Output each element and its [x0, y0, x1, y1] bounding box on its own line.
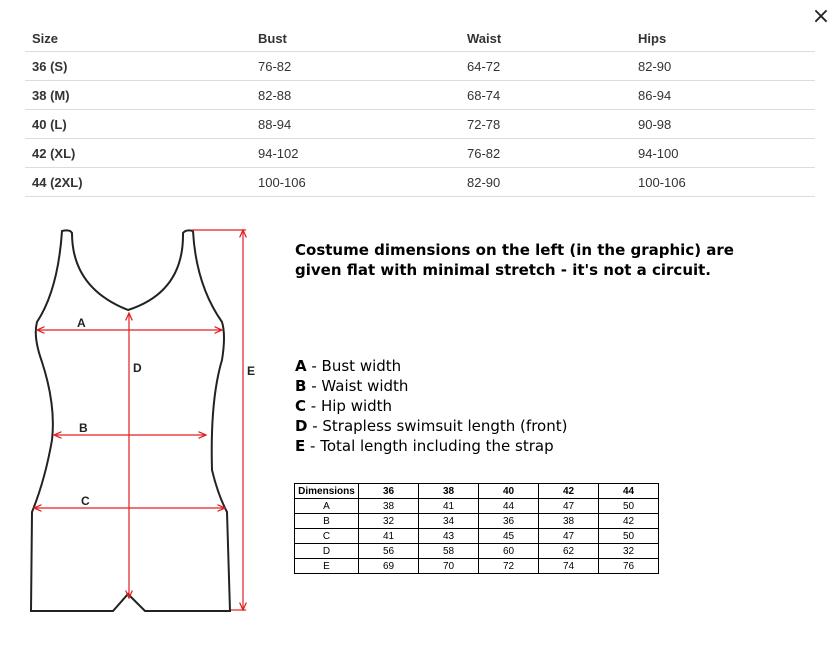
measurement-legend [295, 356, 725, 456]
header-hips: Hips [631, 23, 815, 52]
value-cell: 58 [419, 544, 479, 559]
diagram-label-a: A [77, 316, 86, 330]
bust-cell: 82-88 [251, 81, 460, 110]
row-label: B [295, 514, 359, 529]
value-cell: 42 [599, 514, 659, 529]
row-label: E [295, 559, 359, 574]
legend-text: - Bust width [306, 357, 402, 375]
size-header: 36 [359, 484, 419, 499]
legend-letter: A [295, 357, 307, 375]
size-header: 42 [539, 484, 599, 499]
waist-cell: 72-78 [460, 110, 631, 139]
value-cell: 45 [479, 529, 539, 544]
value-cell: 56 [359, 544, 419, 559]
table-row [295, 559, 659, 574]
legend-item [295, 436, 725, 456]
legend-item [295, 356, 725, 376]
value-cell: 47 [539, 499, 599, 514]
hips-cell: 94-100 [631, 139, 815, 168]
bust-cell: 94-102 [251, 139, 460, 168]
row-label: A [295, 499, 359, 514]
value-cell: 72 [479, 559, 539, 574]
size-cell: 38 (M) [25, 81, 251, 110]
row-label: D [295, 544, 359, 559]
value-cell: 70 [419, 559, 479, 574]
diagram-label-d: D [133, 361, 142, 375]
value-cell: 34 [419, 514, 479, 529]
close-icon[interactable]: × [811, 4, 831, 29]
value-cell: 38 [359, 499, 419, 514]
table-row [295, 499, 659, 514]
legend-letter: B [295, 377, 307, 395]
swimsuit-diagram [0, 0, 280, 665]
value-cell: 36 [479, 514, 539, 529]
size-cell: 44 (2XL) [25, 168, 251, 197]
header-bust: Bust [251, 23, 460, 52]
value-cell: 62 [539, 544, 599, 559]
value-cell: 76 [599, 559, 659, 574]
dimensions-note: Costume dimensions on the left (in the graphic) are given flat with minimal stretch - it's not a circuit. [295, 241, 734, 279]
value-cell: 43 [419, 529, 479, 544]
bust-cell: 100-106 [251, 168, 460, 197]
value-cell: 32 [359, 514, 419, 529]
value-cell: 47 [539, 529, 599, 544]
diagram-label-e: E [247, 364, 256, 378]
legend-letter: C [295, 397, 307, 415]
size-cell: 42 (XL) [25, 139, 251, 168]
bust-cell: 76-82 [251, 52, 460, 81]
swimsuit-outline [31, 230, 230, 611]
value-cell: 38 [539, 514, 599, 529]
table-row [295, 544, 659, 559]
waist-cell: 68-74 [460, 81, 631, 110]
table-row [295, 514, 659, 529]
value-cell: 50 [599, 529, 659, 544]
diagram-label-b: B [79, 421, 88, 435]
legend-letter: E [295, 437, 306, 455]
legend-text: - Strapless swimsuit length (front) [307, 417, 568, 435]
value-cell: 74 [539, 559, 599, 574]
legend-item [295, 376, 725, 396]
hips-cell: 100-106 [631, 168, 815, 197]
value-cell: 69 [359, 559, 419, 574]
legend-letter: D [295, 417, 308, 435]
size-header: 38 [419, 484, 479, 499]
diagram-label-c: C [81, 494, 90, 508]
waist-cell: 82-90 [460, 168, 631, 197]
size-cell: 36 (S) [25, 52, 251, 81]
size-cell: 40 (L) [25, 110, 251, 139]
legend-item [295, 396, 725, 416]
legend-text: - Waist width [306, 377, 409, 395]
hips-cell: 86-94 [631, 81, 815, 110]
size-header: 40 [479, 484, 539, 499]
hips-cell: 90-98 [631, 110, 815, 139]
legend-item [295, 416, 725, 436]
dimensions-table [294, 483, 659, 574]
value-cell: 41 [419, 499, 479, 514]
hips-cell: 82-90 [631, 52, 815, 81]
waist-cell: 64-72 [460, 52, 631, 81]
dimensions-header: Dimensions [295, 484, 359, 499]
header-size: Size [25, 23, 251, 52]
dimensions-header-row [295, 484, 659, 499]
value-cell: 44 [479, 499, 539, 514]
table-row [295, 529, 659, 544]
bust-cell: 88-94 [251, 110, 460, 139]
size-header: 44 [599, 484, 659, 499]
value-cell: 32 [599, 544, 659, 559]
legend-text: - Total length including the strap [305, 437, 554, 455]
value-cell: 60 [479, 544, 539, 559]
header-waist: Waist [460, 23, 631, 52]
value-cell: 41 [359, 529, 419, 544]
value-cell: 50 [599, 499, 659, 514]
legend-text: - Hip width [306, 397, 393, 415]
row-label: C [295, 529, 359, 544]
waist-cell: 76-82 [460, 139, 631, 168]
